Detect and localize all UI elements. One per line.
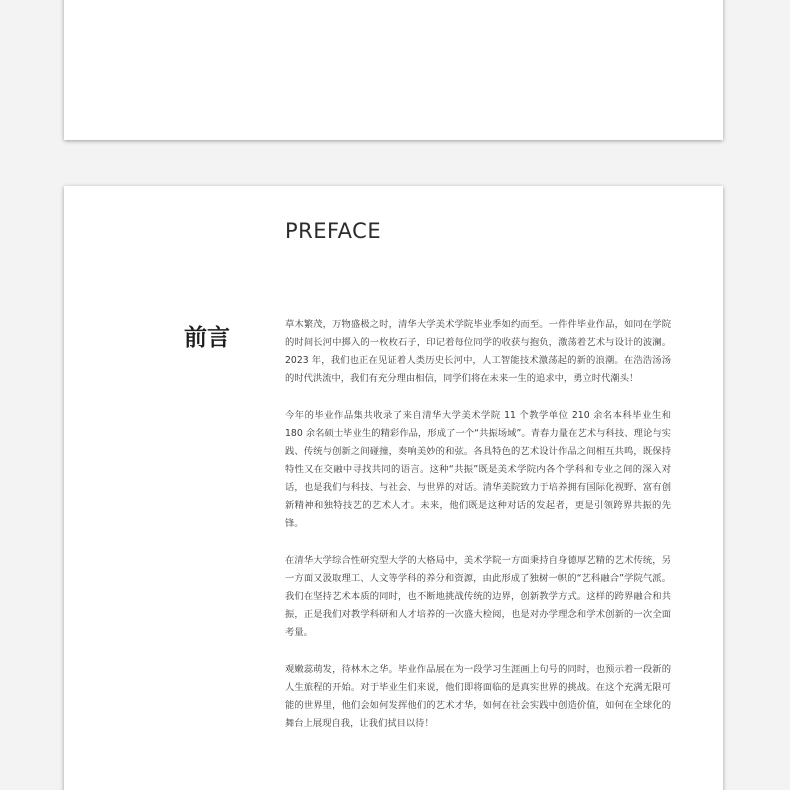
preface-heading: PREFACE <box>285 219 382 243</box>
paragraph-1: 草木繁茂，万物盛极之时，清华大学美术学院毕业季如约而至。一件件毕业作品，如同在学院的时间长河中掷入的一枚枚石子，印记着每位同学的收获与抱负，激荡着艺术与设计的波澜。2023 年，我们也正在见证着人类历史长河中，人工智能技术激荡起的新的浪潮。在浩浩汤汤的时代洪流中，我们有充分理由相信，同学们将在未来一生的追求中，勇立时代潮头！ <box>285 319 671 384</box>
previous-page <box>64 0 723 140</box>
preface-body <box>285 316 671 752</box>
preface-page <box>64 186 723 790</box>
chinese-heading: 前言 <box>184 325 230 351</box>
paragraph-4: 观嫩蕊萌发，待林木之华。毕业作品展在为一段学习生涯画上句号的同时，也预示着一段新的人生旅程的开始。对于毕业生们来说，他们即将面临的是真实世界的挑战。在这个充满无限可能的世界里，他们会如何发挥他们的艺术才华，如何在社会实践中创造价值，如何在全球化的舞台上展现自我，让我们拭目以待！ <box>285 664 671 729</box>
paragraph-2: 今年的毕业作品集共收录了来自清华大学美术学院 11 个教学单位 210 余名本科毕业生和 180 余名硕士毕业生的精彩作品，形成了一个“共振场域”。青春力量在艺术与科技、理论与实践、传统与创新之间碰撞，奏响美妙的和弦。各具特色的艺术设计作品之间相互共鸣，既保持特性又在交融中寻找共同的语言。这种“共振”既是美术学院内各个学科和专业之间的深入对话，也是我们与科技、与社会、与世界的对话。清华美院致力于培养拥有国际化视野、富有创新精神和独特技艺的艺术人才。未来，他们既是这种对话的发起者，更是引领跨界共振的先锋。 <box>285 410 671 529</box>
paragraph-3: 在清华大学综合性研究型大学的大格局中，美术学院一方面秉持自身德厚艺精的艺术传统，另一方面又汲取理工、人文等学科的养分和资源，由此形成了独树一帜的“艺科融合”学院气派。我们在坚持艺术本质的同时，也不断地挑战传统的边界，创新教学方式。这样的跨界融合和共振，正是我们对教学科研和人才培养的一次盛大检阅，也是对办学理念和学术创新的一次全面考量。 <box>285 555 671 638</box>
